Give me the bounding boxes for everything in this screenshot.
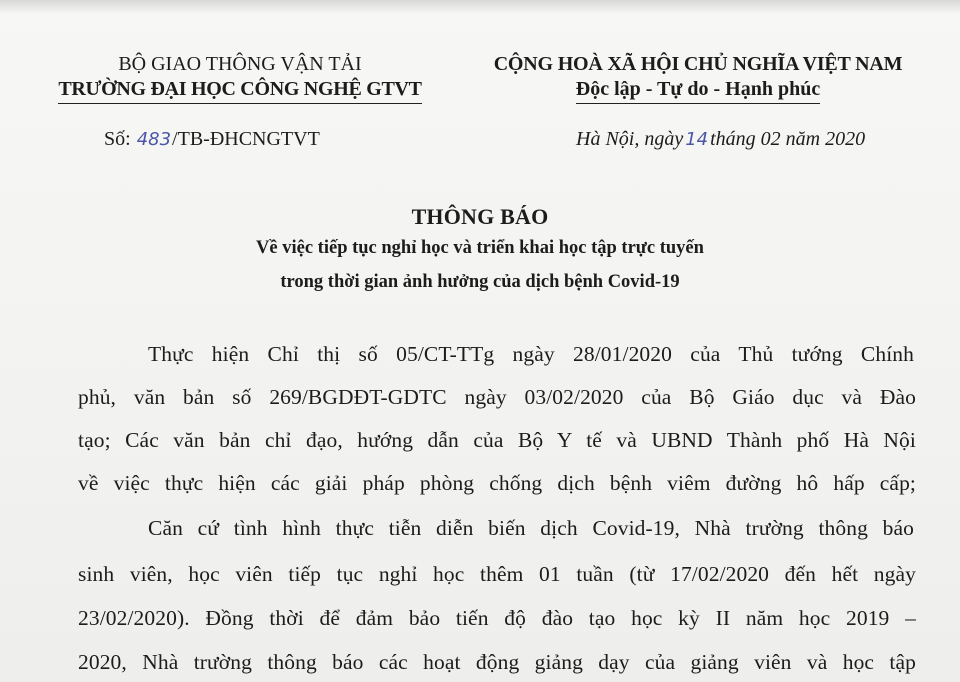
school-name: TRƯỜNG ĐẠI HỌC CÔNG NGHỆ GTVT	[58, 76, 421, 104]
body-line: 23/02/2020). Đồng thời để đảm bảo tiến độ đào tạo học kỳ II năm học 2019 –	[78, 606, 916, 630]
page-top-shadow	[0, 0, 960, 14]
issuer-header	[58, 52, 422, 104]
date-prefix: Hà Nội, ngày	[576, 128, 684, 150]
body-line: Căn cứ tình hình thực tiễn diễn biến dịch Covid-19, Nhà trường thông báo	[148, 516, 914, 540]
body-line: tạo; Các văn bản chỉ đạo, hướng dẫn của Bộ Y tế và UBND Thành phố Hà Nội	[78, 428, 916, 452]
doc-number-suffix: /TB-ĐHCNGTVT	[172, 128, 320, 150]
body-line: 2020, Nhà trường thông báo các hoạt động giảng dạy của giảng viên và học tập	[78, 650, 916, 674]
date-day-handwritten: 14	[685, 129, 709, 150]
document-title: THÔNG BÁO	[411, 204, 549, 229]
doc-number-prefix: Số:	[104, 128, 131, 150]
date-rest: tháng 02 năm 2020	[710, 128, 866, 150]
body-line: sinh viên, học viên tiếp tục nghỉ học thêm 01 tuần (từ 17/02/2020 đến hết ngày	[78, 562, 916, 586]
doc-number-handwritten: 483	[136, 129, 172, 150]
body-line: phủ, văn bản số 269/BGDĐT-GDTC ngày 03/02/2020 của Bộ Giáo dục và Đào	[78, 385, 916, 409]
subtitle-line: trong thời gian ảnh hưởng của dịch bệnh Covid-19	[280, 272, 680, 292]
ministry-name: BỘ GIAO THÔNG VẬN TẢI	[118, 53, 362, 75]
body-line: Thực hiện Chỉ thị số 05/CT-TTg ngày 28/01/2020 của Thủ tướng Chính	[148, 342, 914, 366]
republic-name: CỘNG HOÀ XÃ HỘI CHỦ NGHĨA VIỆT NAM	[493, 53, 903, 75]
document-number	[104, 128, 320, 151]
subtitle-line: Về việc tiếp tục nghỉ học và triển khai học tập trực tuyến	[256, 238, 704, 258]
document-date	[576, 128, 865, 151]
national-motto: Độc lập - Tự do - Hạnh phúc	[576, 76, 820, 104]
national-header	[478, 52, 918, 104]
body-line: về việc thực hiện các giải pháp phòng chống dịch bệnh viêm đường hô hấp cấp;	[78, 471, 916, 495]
